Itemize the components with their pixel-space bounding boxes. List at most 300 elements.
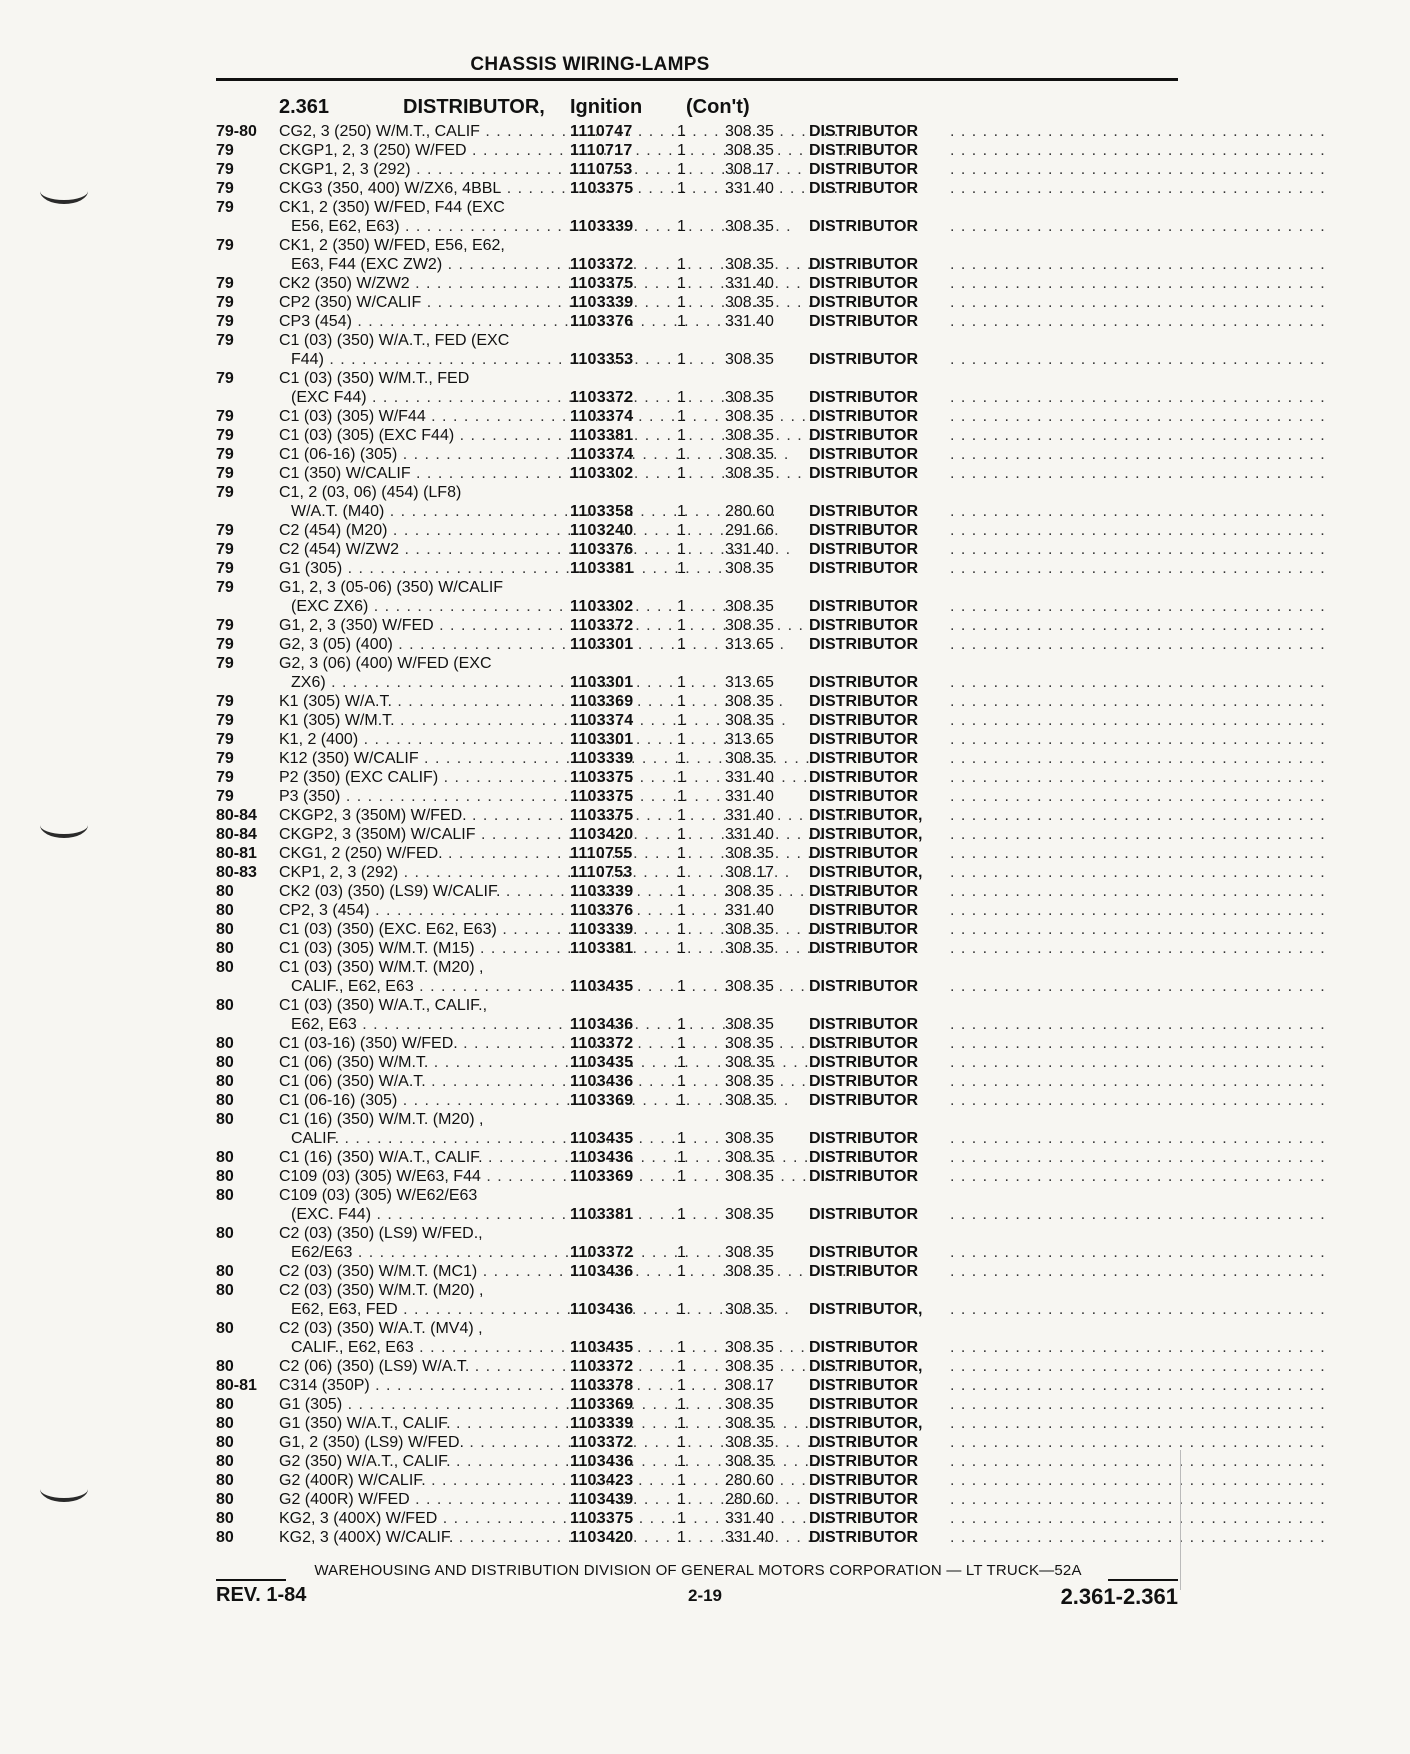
leader-dots: . . . . . . . . . . . . . . . . . . . . . . . . . . . . . . . . . . . (950, 1358, 1326, 1375)
leader-dots: . . . . . . . . . . . . . . . . . . . . . . . . . . . . . . . . . . . (950, 446, 1326, 463)
price-cell: 308.35 (725, 1396, 774, 1413)
table-row (0, 369, 1249, 388)
table-row-continuation (0, 1015, 1326, 1034)
part-number-cell: 1103378 (570, 1377, 634, 1394)
leader-dots: . . . . . . . . . . . . . . . . . . . . . . . . . . . . . . . . . . . (950, 636, 1326, 653)
quantity-cell: 1 (677, 731, 686, 748)
table-row (0, 521, 1326, 540)
year-cell: 80 (216, 1225, 234, 1242)
year-cell: 79-80 (216, 123, 257, 140)
description-cell: C2 (03) (350) W/M.T. (MC1) . . . (279, 1262, 547, 1281)
year-cell: 79 (216, 560, 234, 577)
quantity-cell: 1 (677, 1130, 686, 1147)
table-row-continuation (0, 1338, 1326, 1357)
year-cell: 79 (216, 731, 234, 748)
price-cell: 308.35 (725, 1073, 774, 1090)
table-row (0, 578, 1249, 597)
quantity-cell: 1 (677, 1263, 686, 1280)
part-name-cell: DISTRIBUTOR (809, 1396, 919, 1413)
leader-dots: . . . . . . . . . . . . . . . . . . . . . . . . . . . . . . . . . . . (950, 351, 1326, 368)
part-number-cell: 1103423 (570, 1472, 634, 1489)
description-cell: C1, 2 (03, 06) (454) (LF8) (279, 484, 462, 501)
year-cell: 79 (216, 579, 234, 596)
part-number-cell: 1103436 (570, 1149, 634, 1166)
price-cell: 308.35 (725, 1244, 774, 1261)
quantity-cell: 1 (677, 522, 686, 539)
part-name-cell: DISTRIBUTOR (809, 636, 919, 653)
part-name-cell: DISTRIBUTOR (809, 712, 919, 729)
quantity-cell: 1 (677, 1206, 686, 1223)
part-number-cell: 1103339 (570, 883, 634, 900)
price-cell: 331.40 (725, 1529, 774, 1546)
description-cell: C1 (03) (350) (EXC. E62, E63) . . . (279, 920, 547, 939)
quantity-cell: 1 (677, 1415, 686, 1432)
price-cell: 280.60 (725, 1491, 774, 1508)
year-cell: 80 (216, 1491, 234, 1508)
part-number-cell: 1103353 (570, 351, 634, 368)
part-number-cell: 1103358 (570, 503, 634, 520)
price-cell: 308.35 (725, 1054, 774, 1071)
quantity-cell: 1 (677, 351, 686, 368)
part-name-cell: DISTRIBUTOR, (809, 1358, 923, 1375)
year-cell: 80 (216, 959, 234, 976)
year-cell: 79 (216, 142, 234, 159)
leader-dots: . . . . . . . . . . . . . . . . . . . . . . . . . . . . . . . . . . . (950, 161, 1326, 178)
part-name-cell: DISTRIBUTOR (809, 1016, 919, 1033)
quantity-cell: 1 (677, 465, 686, 482)
part-number-cell: 1103374 (570, 446, 634, 463)
leader-dots: . . . . . . . . . . . . . . . . . . . . . . . . . . . . . . . . . . . (950, 1472, 1326, 1489)
quantity-cell: 1 (677, 1054, 686, 1071)
subheading-cont: (Con't) (686, 96, 750, 118)
part-name-cell: DISTRIBUTOR, (809, 864, 923, 881)
table-row (0, 1053, 1326, 1072)
part-name-cell: DISTRIBUTOR (809, 845, 919, 862)
quantity-cell: 1 (677, 123, 686, 140)
description-cell: P2 (350) (EXC CALIF) . . . (279, 768, 547, 787)
table-row (0, 312, 1326, 331)
description-cell: CK1, 2 (350) W/FED, F44 (EXC (279, 199, 505, 216)
part-number-cell: 1103339 (570, 294, 634, 311)
part-number-cell: 1103372 (570, 389, 634, 406)
quantity-cell: 1 (677, 1472, 686, 1489)
year-cell: 79 (216, 712, 234, 729)
price-cell: 308.35 (725, 617, 774, 634)
part-number-cell: 1103369 (570, 1092, 634, 1109)
price-cell: 308.35 (725, 1453, 774, 1470)
year-cell: 80 (216, 1073, 234, 1090)
part-name-cell: DISTRIBUTOR (809, 465, 919, 482)
table-row (0, 483, 1249, 502)
description-cell: G2 (350) W/A.T., CALIF. . . . (279, 1452, 547, 1471)
year-cell: 79 (216, 180, 234, 197)
part-name-cell: DISTRIBUTOR (809, 180, 919, 197)
part-number-cell: 1103372 (570, 1035, 634, 1052)
part-name-cell: DISTRIBUTOR (809, 275, 919, 292)
quantity-cell: 1 (677, 1035, 686, 1052)
leader-dots: . . . . . . . . . . . . . . . . . . . . . . . . . . . . . . . . . . . (950, 1301, 1326, 1318)
description-cell: KG2, 3 (400X) W/CALIF. . . . (279, 1528, 547, 1547)
table-row-continuation (0, 502, 1326, 521)
year-cell: 79 (216, 370, 234, 387)
price-cell: 308.35 (725, 712, 774, 729)
price-cell: 308.35 (725, 1149, 774, 1166)
leader-dots: . . . . . . . . . . . . . . . . . . . . . . . . . . . . . . . . . . . (950, 731, 1326, 748)
table-row (0, 749, 1326, 768)
price-cell: 331.40 (725, 180, 774, 197)
price-cell: 308.35 (725, 560, 774, 577)
price-cell: 308.35 (725, 598, 774, 615)
quantity-cell: 1 (677, 1529, 686, 1546)
page-number: 2-19 (687, 1586, 723, 1605)
description-cell: (EXC ZX6) . . . (291, 597, 547, 616)
quantity-cell: 1 (677, 1073, 686, 1090)
description-cell: KG2, 3 (400X) W/FED . . . (279, 1509, 547, 1528)
quantity-cell: 1 (677, 275, 686, 292)
part-name-cell: DISTRIBUTOR (809, 1054, 919, 1071)
year-cell: 80 (216, 1434, 234, 1451)
price-cell: 331.40 (725, 826, 774, 843)
quantity-cell: 1 (677, 978, 686, 995)
price-cell: 308.35 (725, 1415, 774, 1432)
price-cell: 308.35 (725, 142, 774, 159)
price-cell: 313.65 (725, 731, 774, 748)
part-name-cell: DISTRIBUTOR (809, 218, 919, 235)
quantity-cell: 1 (677, 712, 686, 729)
year-cell: 80-81 (216, 1377, 257, 1394)
year-cell: 79 (216, 484, 234, 501)
subheading-qualifier: Ignition (570, 96, 643, 118)
leader-dots: . . . . . . . . . . . . . . . . . . . . . . . . . . . . . . . . . . . (950, 1092, 1326, 1109)
part-number-cell: 1103435 (570, 1054, 634, 1071)
part-number-cell: 1103339 (570, 218, 634, 235)
table-row (0, 958, 1249, 977)
leader-dots: . . . . . . . . . . . . . . . . . . . . . . . . . . . . . . . . . . . (950, 218, 1326, 235)
quantity-cell: 1 (677, 1149, 686, 1166)
leader-dots: . . . . . . . . . . . . . . . . . . . . . . . . . . . . . . . . . . . (950, 769, 1326, 786)
part-number-cell: 1103376 (570, 313, 634, 330)
price-cell: 331.40 (725, 788, 774, 805)
year-cell: 79 (216, 408, 234, 425)
table-row-continuation (0, 350, 1326, 369)
table-row-continuation (0, 673, 1326, 692)
table-row (0, 160, 1326, 179)
section-range: 2.361-2.361 (1060, 1584, 1178, 1609)
part-name-cell: DISTRIBUTOR (809, 256, 919, 273)
part-number-cell: 1103339 (570, 921, 634, 938)
part-number-cell: 1103374 (570, 712, 634, 729)
table-row (0, 616, 1326, 635)
part-name-cell: DISTRIBUTOR (809, 427, 919, 444)
year-cell: 80 (216, 921, 234, 938)
description-cell: CKGP2, 3 (350M) W/FED. . . . (279, 806, 547, 825)
part-name-cell: DISTRIBUTOR (809, 769, 919, 786)
quantity-cell: 1 (677, 636, 686, 653)
price-cell: 308.35 (725, 845, 774, 862)
description-cell: G1, 2, 3 (350) W/FED . . . (279, 616, 547, 635)
description-cell: C2 (454) (M20) . . . (279, 521, 547, 540)
table-row (0, 1376, 1326, 1395)
part-number-cell: 1103369 (570, 1396, 634, 1413)
quantity-cell: 1 (677, 940, 686, 957)
price-cell: 308.35 (725, 978, 774, 995)
price-cell: 308.35 (725, 1301, 774, 1318)
table-row (0, 730, 1326, 749)
year-cell: 80 (216, 997, 234, 1014)
footer-rule (1108, 1579, 1178, 1581)
table-row (0, 1395, 1326, 1414)
leader-dots: . . . . . . . . . . . . . . . . . . . . . . . . . . . . . . . . . . . (950, 560, 1326, 577)
year-cell: 79 (216, 769, 234, 786)
part-name-cell: DISTRIBUTOR (809, 617, 919, 634)
year-cell: 79 (216, 750, 234, 767)
year-cell: 80 (216, 1415, 234, 1432)
description-cell: K1 (305) W/A.T. . . . (279, 692, 547, 711)
quantity-cell: 1 (677, 408, 686, 425)
part-number-cell: 1103372 (570, 1358, 634, 1375)
description-cell: E62, E63, FED . . . (291, 1300, 547, 1319)
part-number-cell: 1103436 (570, 1263, 634, 1280)
table-row (0, 1224, 1249, 1243)
part-number-cell: 1103339 (570, 1415, 634, 1432)
part-number-cell: 1103372 (570, 256, 634, 273)
part-name-cell: DISTRIBUTOR (809, 731, 919, 748)
price-cell: 308.35 (725, 750, 774, 767)
description-cell: CALIF. . . . (291, 1129, 547, 1148)
quantity-cell: 1 (677, 826, 686, 843)
table-row (0, 768, 1326, 787)
price-cell: 308.35 (725, 940, 774, 957)
part-name-cell: DISTRIBUTOR (809, 123, 919, 140)
year-cell: 80 (216, 1054, 234, 1071)
description-cell: G1, 2, 3 (05-06) (350) W/CALIF (279, 579, 504, 596)
quantity-cell: 1 (677, 1491, 686, 1508)
part-name-cell: DISTRIBUTOR, (809, 807, 923, 824)
part-number-cell: 1103381 (570, 1206, 634, 1223)
table-row-continuation (0, 1243, 1326, 1262)
leader-dots: . . . . . . . . . . . . . . . . . . . . . . . . . . . . . . . . . . . (950, 1415, 1326, 1432)
page-title: CHASSIS WIRING-LAMPS (470, 54, 710, 75)
description-cell: G1, 2 (350) (LS9) W/FED. . . . (279, 1433, 547, 1452)
table-row (0, 1452, 1326, 1471)
price-cell: 308.35 (725, 1016, 774, 1033)
table-row (0, 939, 1326, 958)
table-row (0, 825, 1326, 844)
price-cell: 331.40 (725, 769, 774, 786)
part-number-cell: 1103372 (570, 1244, 634, 1261)
year-cell: 79 (216, 446, 234, 463)
description-cell: K1, 2 (400) . . . (279, 730, 547, 749)
table-row-continuation (0, 1205, 1326, 1224)
leader-dots: . . . . . . . . . . . . . . . . . . . . . . . . . . . . . . . . . . . (950, 845, 1326, 862)
table-row (0, 426, 1326, 445)
part-name-cell: DISTRIBUTOR (809, 1092, 919, 1109)
quantity-cell: 1 (677, 1453, 686, 1470)
year-cell: 80-83 (216, 864, 257, 881)
year-cell: 79 (216, 313, 234, 330)
quantity-cell: 1 (677, 256, 686, 273)
leader-dots: . . . . . . . . . . . . . . . . . . . . . . . . . . . . . . . . . . . (950, 389, 1326, 406)
part-name-cell: DISTRIBUTOR (809, 1130, 919, 1147)
price-cell: 308.35 (725, 389, 774, 406)
leader-dots: . . . . . . . . . . . . . . . . . . . . . . . . . . . . . . . . . . . (950, 541, 1326, 558)
leader-dots: . . . . . . . . . . . . . . . . . . . . . . . . . . . . . . . . . . . (950, 750, 1326, 767)
description-cell: (EXC. F44) . . . (291, 1205, 547, 1224)
year-cell: 80 (216, 1149, 234, 1166)
price-cell: 280.60 (725, 1472, 774, 1489)
description-cell: CK1, 2 (350) W/FED, E56, E62, (279, 237, 505, 254)
leader-dots: . . . . . . . . . . . . . . . . . . . . . . . . . . . . . . . . . . . (950, 427, 1326, 444)
part-name-cell: DISTRIBUTOR (809, 446, 919, 463)
leader-dots: . . . . . . . . . . . . . . . . . . . . . . . . . . . . . . . . . . . (950, 1529, 1326, 1546)
leader-dots: . . . . . . . . . . . . . . . . . . . . . . . . . . . . . . . . . . . (950, 123, 1326, 140)
description-cell: C1 (16) (350) W/M.T. (M20) , (279, 1111, 484, 1128)
leader-dots: . . . . . . . . . . . . . . . . . . . . . . . . . . . . . . . . . . . (950, 807, 1326, 824)
part-number-cell: 1103369 (570, 693, 634, 710)
part-name-cell: DISTRIBUTOR (809, 921, 919, 938)
description-cell: G2 (400R) W/CALIF. . . . (279, 1471, 547, 1490)
leader-dots: . . . . . . . . . . . . . . . . . . . . . . . . . . . . . . . . . . . (950, 1339, 1326, 1356)
part-number-cell: 1103372 (570, 1434, 634, 1451)
price-cell: 308.17 (725, 864, 774, 881)
description-cell: C1 (03) (305) W/M.T. (M15) . . . (279, 939, 547, 958)
price-cell: 308.35 (725, 427, 774, 444)
table-row (0, 141, 1326, 160)
description-cell: CK2 (03) (350) (LS9) W/CALIF. . . . (279, 882, 547, 901)
description-cell: C1 (06-16) (305) . . . (279, 445, 547, 464)
description-cell: C1 (03) (350) W/M.T. (M20) , (279, 959, 484, 976)
quantity-cell: 1 (677, 560, 686, 577)
quantity-cell: 1 (677, 294, 686, 311)
leader-dots: . . . . . . . . . . . . . . . . . . . . . . . . . . . . . . . . . . . (950, 902, 1326, 919)
part-name-cell: DISTRIBUTOR (809, 598, 919, 615)
leader-dots: . . . . . . . . . . . . . . . . . . . . . . . . . . . . . . . . . . . (950, 1206, 1326, 1223)
part-number-cell: 1103381 (570, 427, 634, 444)
quantity-cell: 1 (677, 218, 686, 235)
year-cell: 80 (216, 1472, 234, 1489)
year-cell: 80 (216, 1187, 234, 1204)
part-number-cell: 1103369 (570, 1168, 634, 1185)
part-name-cell: DISTRIBUTOR (809, 1168, 919, 1185)
part-name-cell: DISTRIBUTOR (809, 522, 919, 539)
description-cell: CP2 (350) W/CALIF . . . (279, 293, 547, 312)
table-row (0, 236, 1249, 255)
quantity-cell: 1 (677, 142, 686, 159)
price-cell: 308.35 (725, 693, 774, 710)
description-cell: CKGP1, 2, 3 (292) . . . (279, 160, 547, 179)
part-name-cell: DISTRIBUTOR (809, 1206, 919, 1223)
price-cell: 308.35 (725, 1092, 774, 1109)
leader-dots: . . . . . . . . . . . . . . . . . . . . . . . . . . . . . . . . . . . (950, 1434, 1326, 1451)
part-number-cell: 1103372 (570, 617, 634, 634)
leader-dots: . . . . . . . . . . . . . . . . . . . . . . . . . . . . . . . . . . . (950, 1244, 1326, 1261)
year-cell: 80 (216, 1282, 234, 1299)
price-cell: 308.35 (725, 1358, 774, 1375)
description-cell: E63, F44 (EXC ZW2) . . . (291, 255, 547, 274)
part-name-cell: DISTRIBUTOR (809, 408, 919, 425)
leader-dots: . . . . . . . . . . . . . . . . . . . . . . . . . . . . . . . . . . . (950, 503, 1326, 520)
table-row (0, 654, 1249, 673)
price-cell: 308.35 (725, 1130, 774, 1147)
part-name-cell: DISTRIBUTOR (809, 503, 919, 520)
description-cell: C1 (06-16) (305) . . . (279, 1091, 547, 1110)
footer-rule (216, 1579, 286, 1581)
part-name-cell: DISTRIBUTOR (809, 978, 919, 995)
description-cell: G1 (305) . . . (279, 559, 547, 578)
price-cell: 308.35 (725, 256, 774, 273)
description-cell: E62, E63 . . . (291, 1015, 547, 1034)
description-cell: E62/E63 . . . (291, 1243, 547, 1262)
price-cell: 308.35 (725, 883, 774, 900)
description-cell: C1 (03-16) (350) W/FED. . . . (279, 1034, 547, 1053)
price-cell: 331.40 (725, 275, 774, 292)
part-number-cell: 1103301 (570, 731, 634, 748)
description-cell: G1 (350) W/A.T., CALIF. . . . (279, 1414, 547, 1433)
description-cell: C1 (350) W/CALIF . . . (279, 464, 547, 483)
price-cell: 308.35 (725, 1263, 774, 1280)
description-cell: CALIF., E62, E63 . . . (291, 977, 547, 996)
table-row (0, 1091, 1326, 1110)
leader-dots: . . . . . . . . . . . . . . . . . . . . . . . . . . . . . . . . . . . (950, 256, 1326, 273)
year-cell: 79 (216, 693, 234, 710)
price-cell: 331.40 (725, 313, 774, 330)
description-cell: W/A.T. (M40) . . . (291, 502, 547, 521)
leader-dots: . . . . . . . . . . . . . . . . . . . . . . . . . . . . . . . . . . . (950, 465, 1326, 482)
price-cell: 308.35 (725, 218, 774, 235)
price-cell: 308.35 (725, 1434, 774, 1451)
price-cell: 313.65 (725, 674, 774, 691)
price-cell: 331.40 (725, 807, 774, 824)
table-row (0, 559, 1326, 578)
table-row (0, 1319, 1249, 1338)
table-row (0, 464, 1326, 483)
table-row (0, 122, 1326, 141)
part-name-cell: DISTRIBUTOR (809, 389, 919, 406)
quantity-cell: 1 (677, 427, 686, 444)
table-row (0, 1262, 1326, 1281)
part-number-cell: 1103436 (570, 1073, 634, 1090)
part-number-cell: 1103339 (570, 750, 634, 767)
part-name-cell: DISTRIBUTOR (809, 1377, 919, 1394)
subheading-name: DISTRIBUTOR, (403, 96, 545, 118)
part-number-cell: 1103435 (570, 978, 634, 995)
part-name-cell: DISTRIBUTOR (809, 161, 919, 178)
part-number-cell: 1103375 (570, 180, 634, 197)
part-name-cell: DISTRIBUTOR (809, 883, 919, 900)
description-cell: F44) . . . (291, 350, 547, 369)
table-row-continuation (0, 217, 1326, 236)
table-row (0, 1357, 1326, 1376)
part-number-cell: 1110753 (570, 161, 633, 178)
description-cell: C2 (03) (350) W/A.T. (MV4) , (279, 1320, 483, 1337)
leader-dots: . . . . . . . . . . . . . . . . . . . . . . . . . . . . . . . . . . . (950, 1168, 1326, 1185)
leader-dots: . . . . . . . . . . . . . . . . . . . . . . . . . . . . . . . . . . . (950, 1263, 1326, 1280)
table-row (0, 1186, 1249, 1205)
table-row-continuation (0, 1300, 1326, 1319)
part-name-cell: DISTRIBUTOR (809, 1529, 919, 1546)
table-row (0, 882, 1326, 901)
year-cell: 80 (216, 1510, 234, 1527)
part-number-cell: 1110717 (570, 142, 633, 159)
leader-dots: . . . . . . . . . . . . . . . . . . . . . . . . . . . . . . . . . . . (950, 883, 1326, 900)
part-number-cell: 1103381 (570, 560, 634, 577)
leader-dots: . . . . . . . . . . . . . . . . . . . . . . . . . . . . . . . . . . . (950, 1035, 1326, 1052)
table-row (0, 1072, 1326, 1091)
year-cell: 80 (216, 883, 234, 900)
leader-dots: . . . . . . . . . . . . . . . . . . . . . . . . . . . . . . . . . . . (950, 1149, 1326, 1166)
part-number-cell: 1103435 (570, 1130, 634, 1147)
table-row-continuation (0, 597, 1326, 616)
